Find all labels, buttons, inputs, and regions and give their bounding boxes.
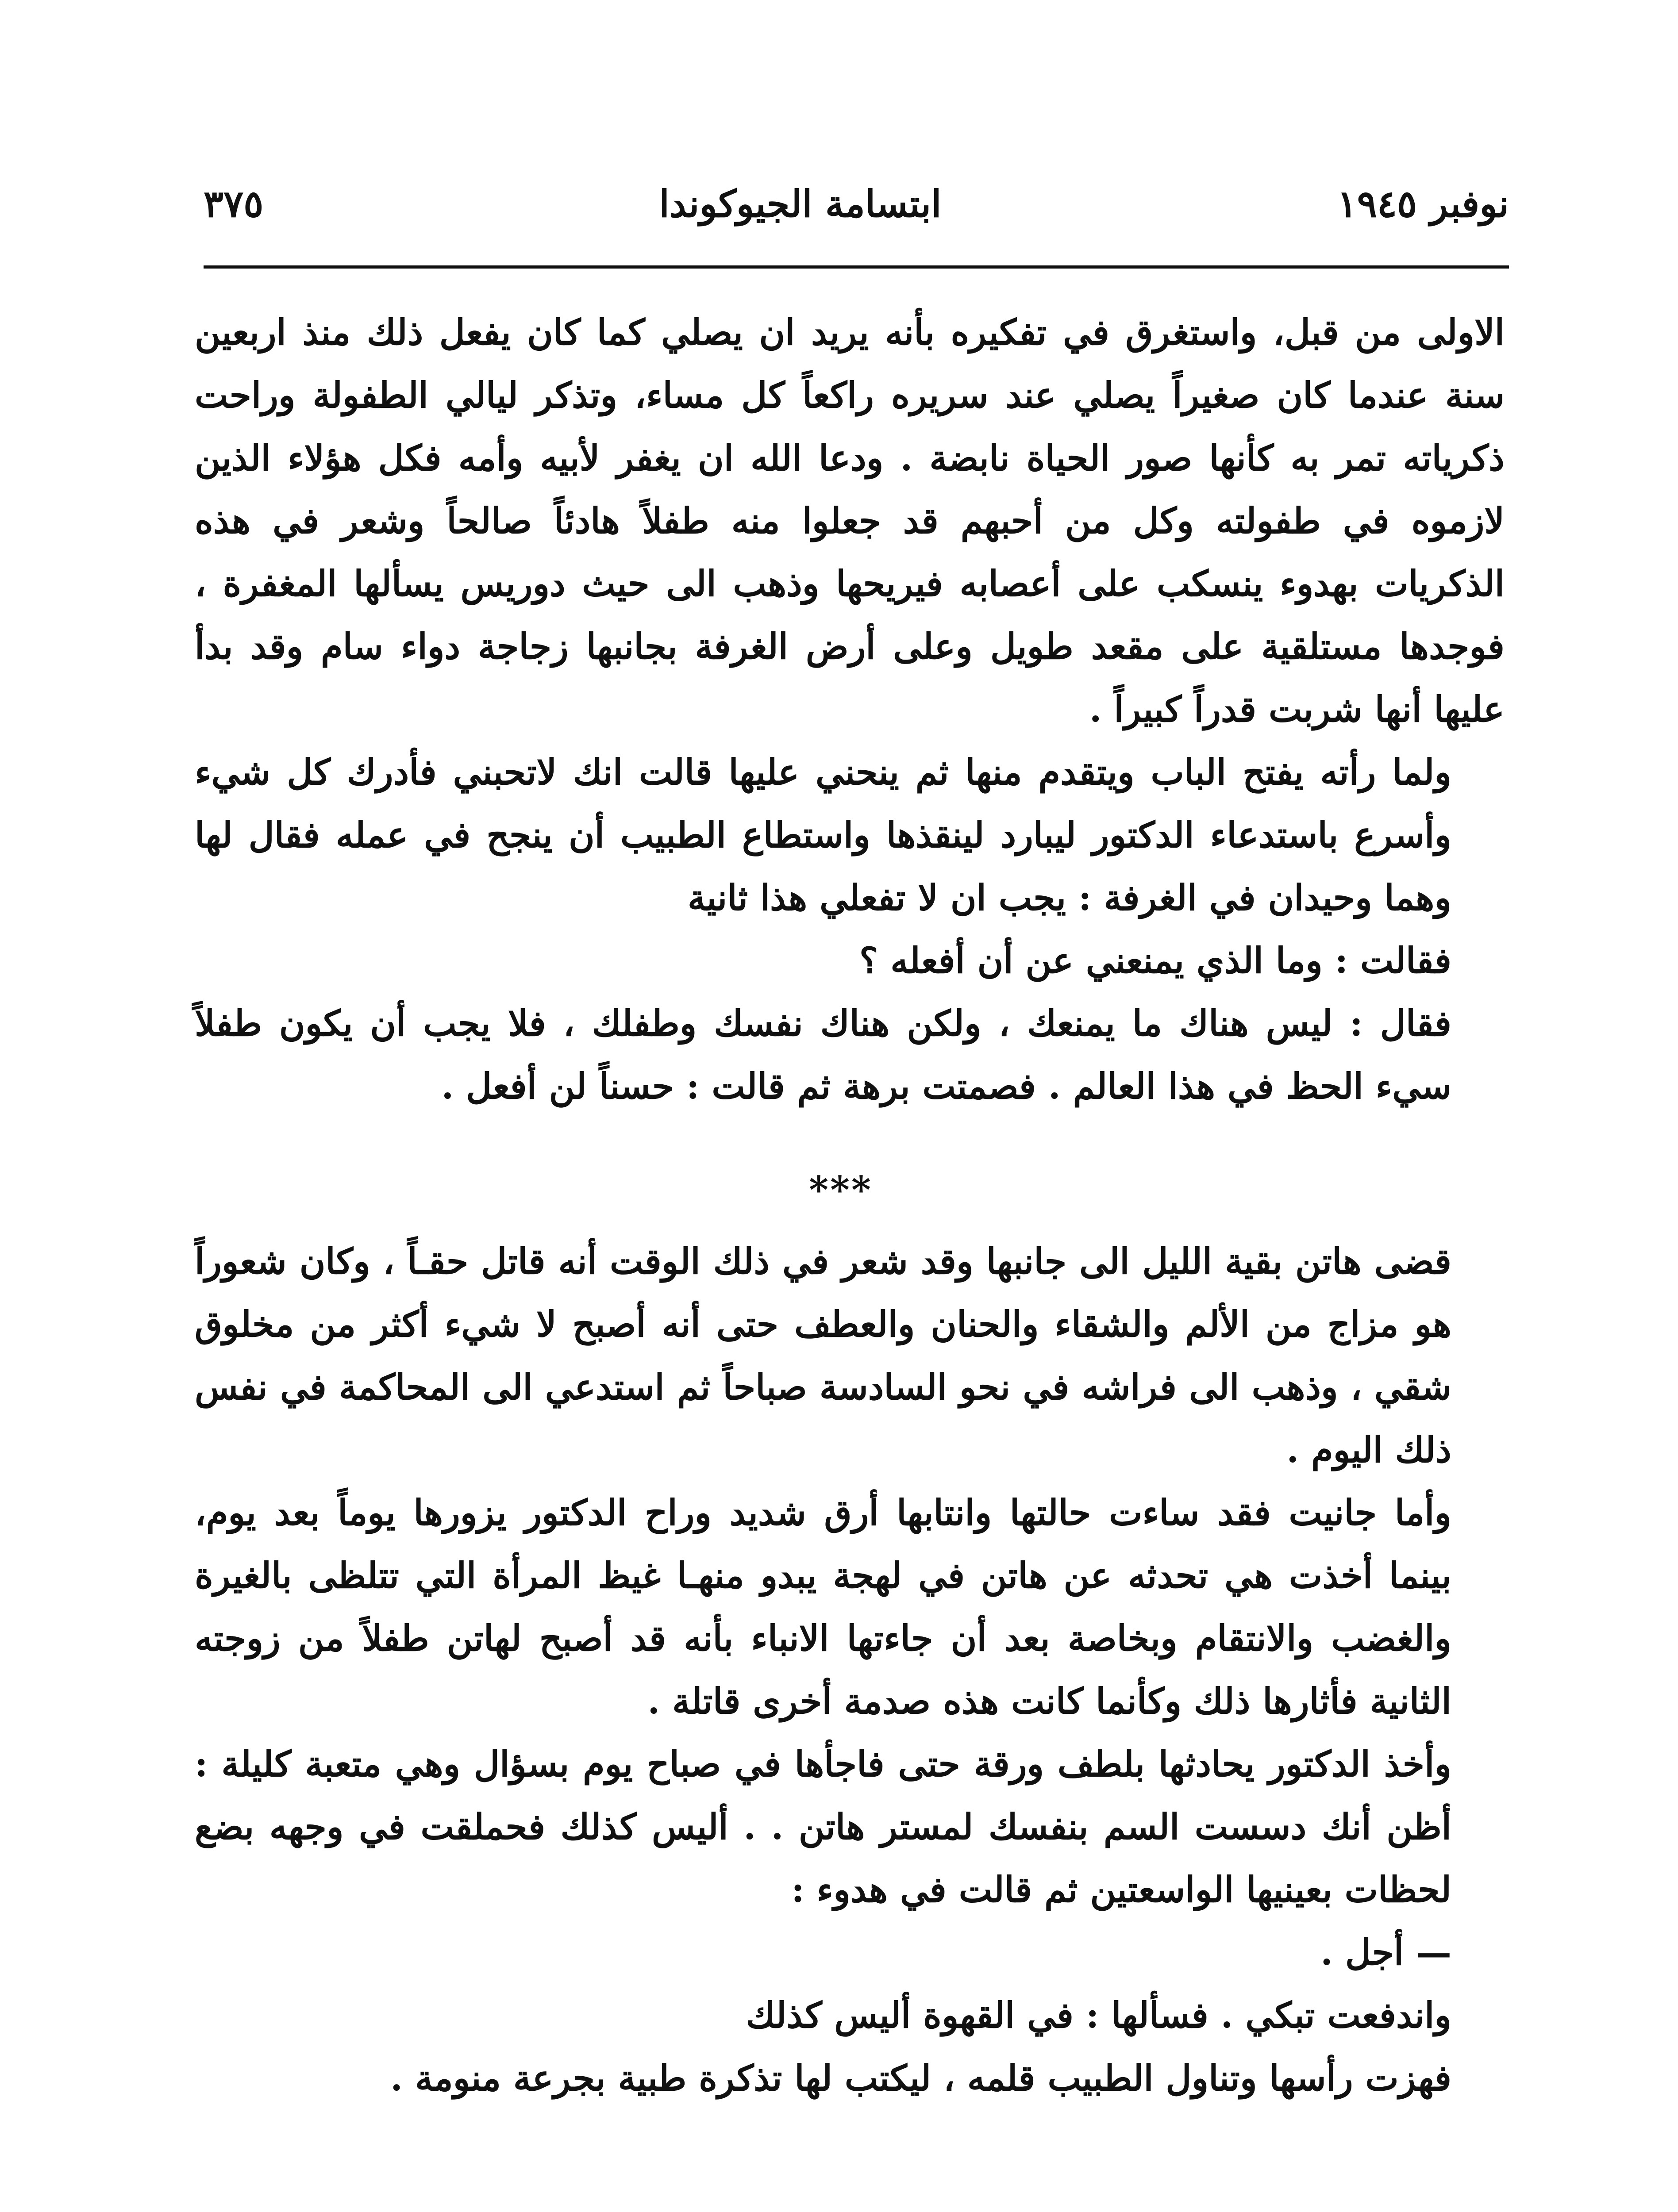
header-date: نوفبر ١٩٤٥ [1337, 181, 1509, 226]
paragraph: ولما رأته يفتح الباب ويتقدم منها ثم ينحني عليها قالت انك لاتحبني فأدرك كل شيء وأسرع باستدعاء الدكتور ليبارد لينقذها واستطاع الطبيب أن ينجح في عمله فقال لها وهما وحيدان في الغرفة : يجب ان لا تفعلي هذا ثانية [195, 751, 1452, 918]
paragraph: الاولى من قبل، واستغرق في تفكيره بأنه يريد ان يصلي كما كان يفعل ذلك منذ اربعين سنة عندما كان صغيراً يصلي عند سريره راكعاً كل مساء، وتذكر ليالي الطفولة وراحت ذكرياته تمر به كأنها صور الحياة نابضة . ودعا الله ان يغفر لأبيه وأمه فكل هؤلاء الذين لازموه في طفولته وكل من أحبهم قد جعلوا منه طفلاً هادئاً صالحاً وشعر في هذه الذكريات بهدوء ينسكب على أعصابه فيريحها وذهب الى حيث دوريس يسألها المغفرة ، فوجدها مستلقية على مقعد طويل وعلى أرض الغرفة بجانبها زجاجة دواء سام وقد بدأ عليها أنها شربت قدراً كبيراً . [195, 311, 1505, 730]
dialogue-line: فقال : ليس هناك ما يمنعك ، ولكن هناك نفسك وطفلك ، فلا يجب أن يكون طفلاً سيء الحظ في هذا العالم . فصمتت برهة ثم قالت : حسناً لن أفعل . [195, 1002, 1451, 1107]
section-one [195, 301, 1505, 1118]
header-divider [204, 265, 1509, 269]
section-two [195, 1230, 1505, 2109]
dialogue-line: فقالت : وما الذي يمنعني عن أن أفعله ؟ [859, 940, 1451, 981]
section-separator: *** [809, 1168, 873, 1212]
paragraph: وأما جانيت فقد ساءت حالتها وانتابها أرق شديد وراح الدكتور يزورها يوماً بعد يوم، بينما أخذت هي تحدثه عن هاتن في لهجة يبدو منهـا غيظ المرأة التي تتلظى بالغيرة والغضب والانتقام وبخاصة بعد أن جاءتها الانباء بأنه قد أصبح لهاتن طفلاً من زوجته الثانية فأثارها ذلك وكأنما كانت هذه صدمة أخرى قاتلة . [195, 1492, 1451, 1722]
paragraph: قضى هاتن بقية الليل الى جانبها وقد شعر في ذلك الوقت أنه قاتل حقـاً ، وكان شعوراً هو مزاج من الألم والشقاء والحنان والعطف حتى أنه أصبح لا شيء أكثر من مخلوق شقي ، وذهب الى فراشه في نحو السادسة صباحاً ثم استدعي الى المحاكمة في نفس ذلك اليوم . [195, 1240, 1452, 1471]
paragraph: واندفعت تبكي . فسألها : في القهوة أليس كذلك [746, 1994, 1451, 2036]
paragraph: فهزت رأسها وتناول الطبيب قلمه ، ليكتب لها تذكرة طبية بجرعة منومة . [390, 2057, 1451, 2099]
running-header [204, 175, 1509, 232]
page-number: ٣٧٥ [204, 181, 264, 226]
dialogue-line: — أجل . [1320, 1932, 1451, 1973]
paragraph: وأخذ الدكتور يحادثها بلطف ورقة حتى فاجأها في صباح يوم بسؤال وهي متعبة كليلة : أظن أنك دسست السم بنفسك لمستر هاتن . . أليس كذلك فحملقت في وجهه بضع لحظات بعينيها الواسعتين ثم قالت في هدوء : [195, 1743, 1451, 1910]
header-title: ابتسامة الجيوكوندا [659, 181, 942, 226]
